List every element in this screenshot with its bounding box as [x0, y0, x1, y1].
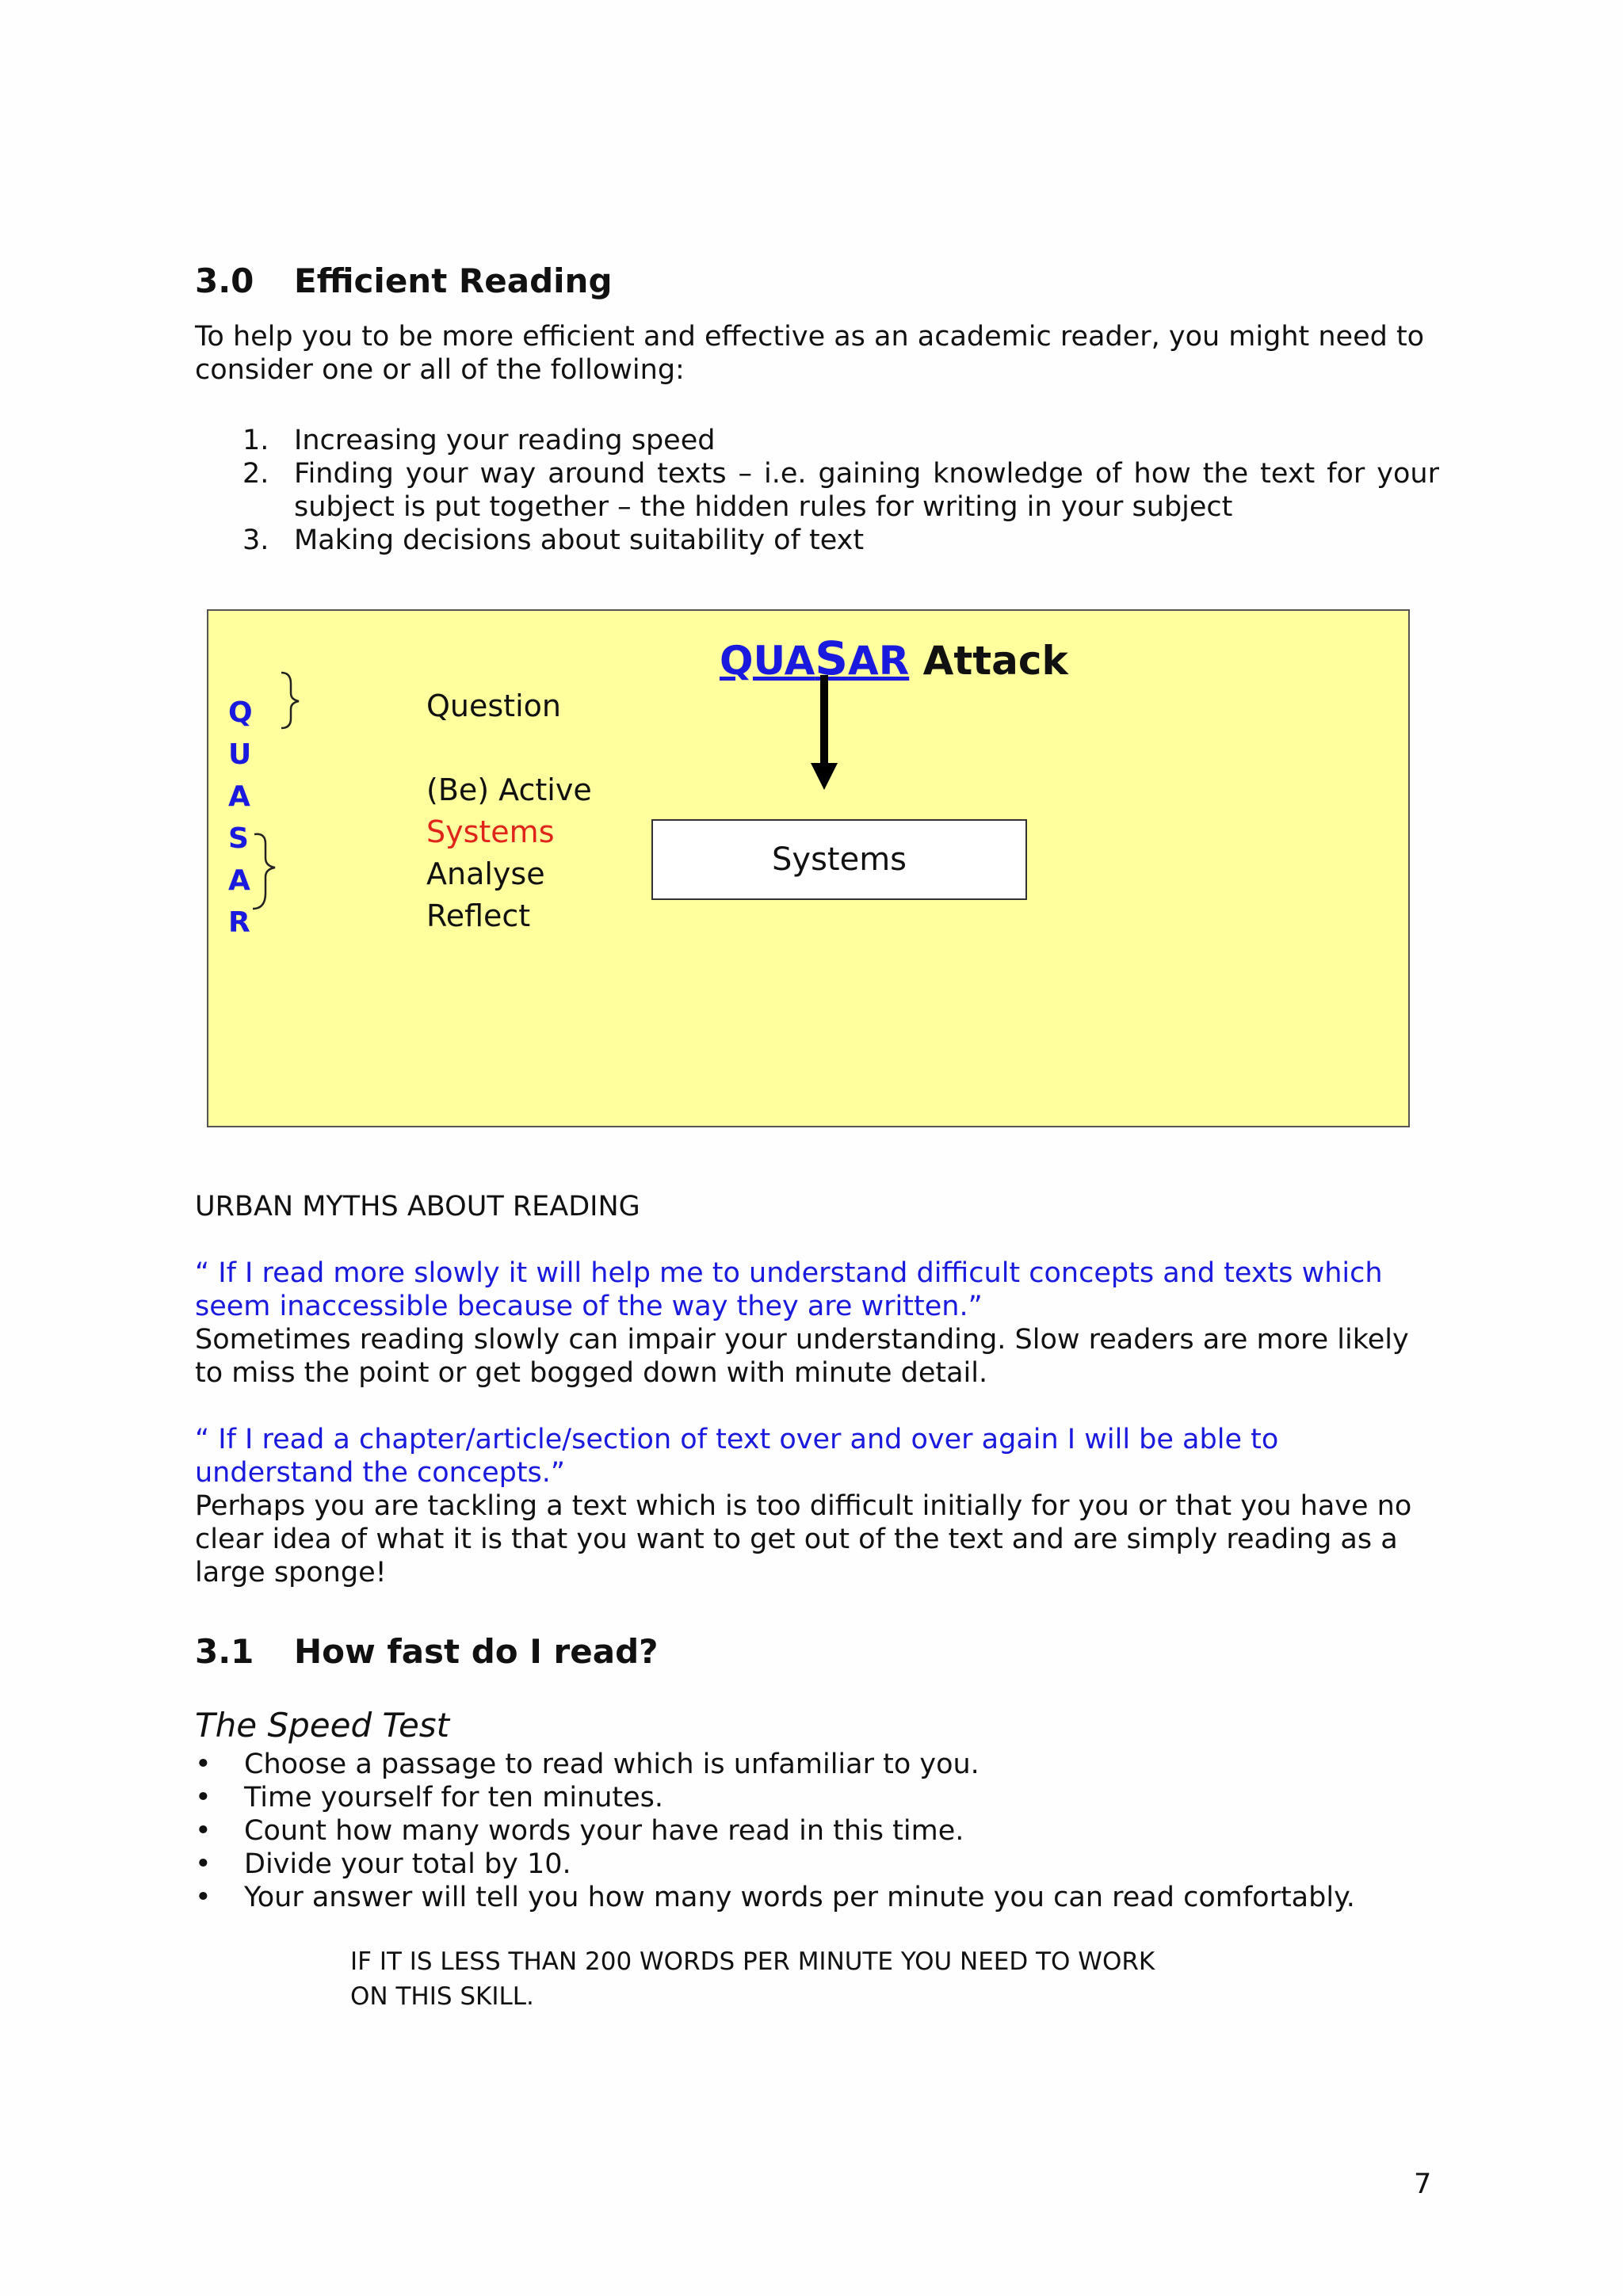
bullet-text: Time yourself for ten minutes.: [244, 1782, 664, 1814]
speed-test-title: The Speed Test: [195, 1706, 450, 1745]
bullet-icon: •: [195, 1815, 212, 1847]
list-item: [195, 424, 1439, 457]
word-be-active: (Be) Active: [426, 772, 592, 807]
quasar-words: [426, 685, 592, 937]
word-question: Question: [426, 688, 561, 723]
quasar-diagram-box: [207, 609, 1410, 1127]
bullet-text: Your answer will tell you how many words per minute you can read comfortably.: [244, 1882, 1355, 1913]
quasar-title-part: AR: [848, 638, 910, 684]
systems-box: [651, 819, 1027, 900]
list-number: 1.: [242, 425, 269, 456]
myth-quote: “ If I read a chapter/article/section of text over and over again I will be able to understand the concepts.”: [195, 1424, 1279, 1489]
letter-s: S: [228, 822, 249, 855]
intro-paragraph: [195, 320, 1447, 387]
myth-block-1: [195, 1257, 1431, 1390]
myth-response: Perhaps you are tackling a text which is too difficult initially for you or that you have no clear idea of what it is that you want to get out of the text and are simply reading as a large sponge!: [195, 1490, 1412, 1589]
letter-a: A: [228, 780, 250, 813]
list-number: 2.: [242, 458, 269, 490]
list-text: Increasing your reading speed: [294, 425, 716, 456]
brace-q-icon: [281, 673, 299, 728]
bullet-icon: •: [195, 1848, 212, 1880]
section-title: How fast do I read?: [294, 1632, 659, 1671]
bullet-icon: •: [195, 1782, 212, 1814]
myth-response: Sometimes reading slowly can impair your understanding. Slow readers are more likely to miss the point or get bogged down with minute detail.: [195, 1324, 1409, 1389]
list-text: Finding your way around texts – i.e. gaining knowledge of how the text for your subject is put together – the hidden rules for writing in your subject: [294, 458, 1439, 523]
list-item: [195, 1848, 1447, 1881]
word-reflect: Reflect: [426, 898, 531, 933]
section-number: 3.1: [195, 1632, 254, 1671]
numbered-list: [195, 424, 1439, 557]
systems-box-label: Systems: [772, 841, 907, 878]
page-number: 7: [1414, 2168, 1432, 2200]
brace-sar-icon: [253, 834, 275, 909]
list-item: [195, 1814, 1447, 1848]
list-item: [195, 524, 1439, 557]
speed-note-line: IF IT IS LESS THAN 200 WORDS PER MINUTE YOU NEED TO WORK: [350, 1947, 1155, 1976]
word-systems: Systems: [426, 814, 555, 849]
myth-quote: “ If I read more slowly it will help me to understand difficult concepts and texts which seem inaccessible because of the way they are written.”: [195, 1257, 1383, 1322]
section-number: 3.0: [195, 261, 254, 300]
myth-block-2: [195, 1423, 1431, 1589]
quasar-title-attack: Attack: [922, 638, 1068, 684]
intro-text: To help you to be more efficient and effective as an academic reader, you might need to consider one or all of the following:: [195, 321, 1425, 386]
word-analyse: Analyse: [426, 856, 545, 891]
letter-u: U: [228, 738, 252, 771]
speed-note-line: ON THIS SKILL.: [350, 1982, 534, 2011]
section-title: Efficient Reading: [294, 261, 613, 300]
list-item: [195, 1781, 1447, 1814]
bullet-icon: •: [195, 1749, 212, 1780]
list-item: [195, 1881, 1447, 1914]
arrow-head-icon: [811, 763, 838, 790]
list-text: Making decisions about suitability of text: [294, 524, 865, 556]
section-heading: [195, 261, 613, 301]
letter-q: Q: [228, 696, 253, 729]
speed-note: [350, 1944, 1155, 2014]
letter-a2: A: [228, 864, 250, 897]
quasar-title-part: QUA: [720, 638, 815, 684]
list-item: [195, 457, 1439, 524]
bullet-text: Divide your total by 10.: [244, 1848, 571, 1880]
bullet-icon: •: [195, 1882, 212, 1913]
bullet-text: Count how many words your have read in this time.: [244, 1815, 964, 1847]
quasar-title-big-s: S: [815, 631, 849, 685]
list-number: 3.: [242, 524, 269, 556]
section-heading: [195, 1632, 659, 1672]
list-item: [195, 1748, 1447, 1781]
myths-heading: URBAN MYTHS ABOUT READING: [195, 1191, 640, 1222]
letter-r: R: [228, 906, 250, 939]
word-blank: [426, 727, 592, 769]
speed-test-bullets: [195, 1748, 1447, 1914]
bullet-text: Choose a passage to read which is unfamiliar to you.: [244, 1749, 980, 1780]
